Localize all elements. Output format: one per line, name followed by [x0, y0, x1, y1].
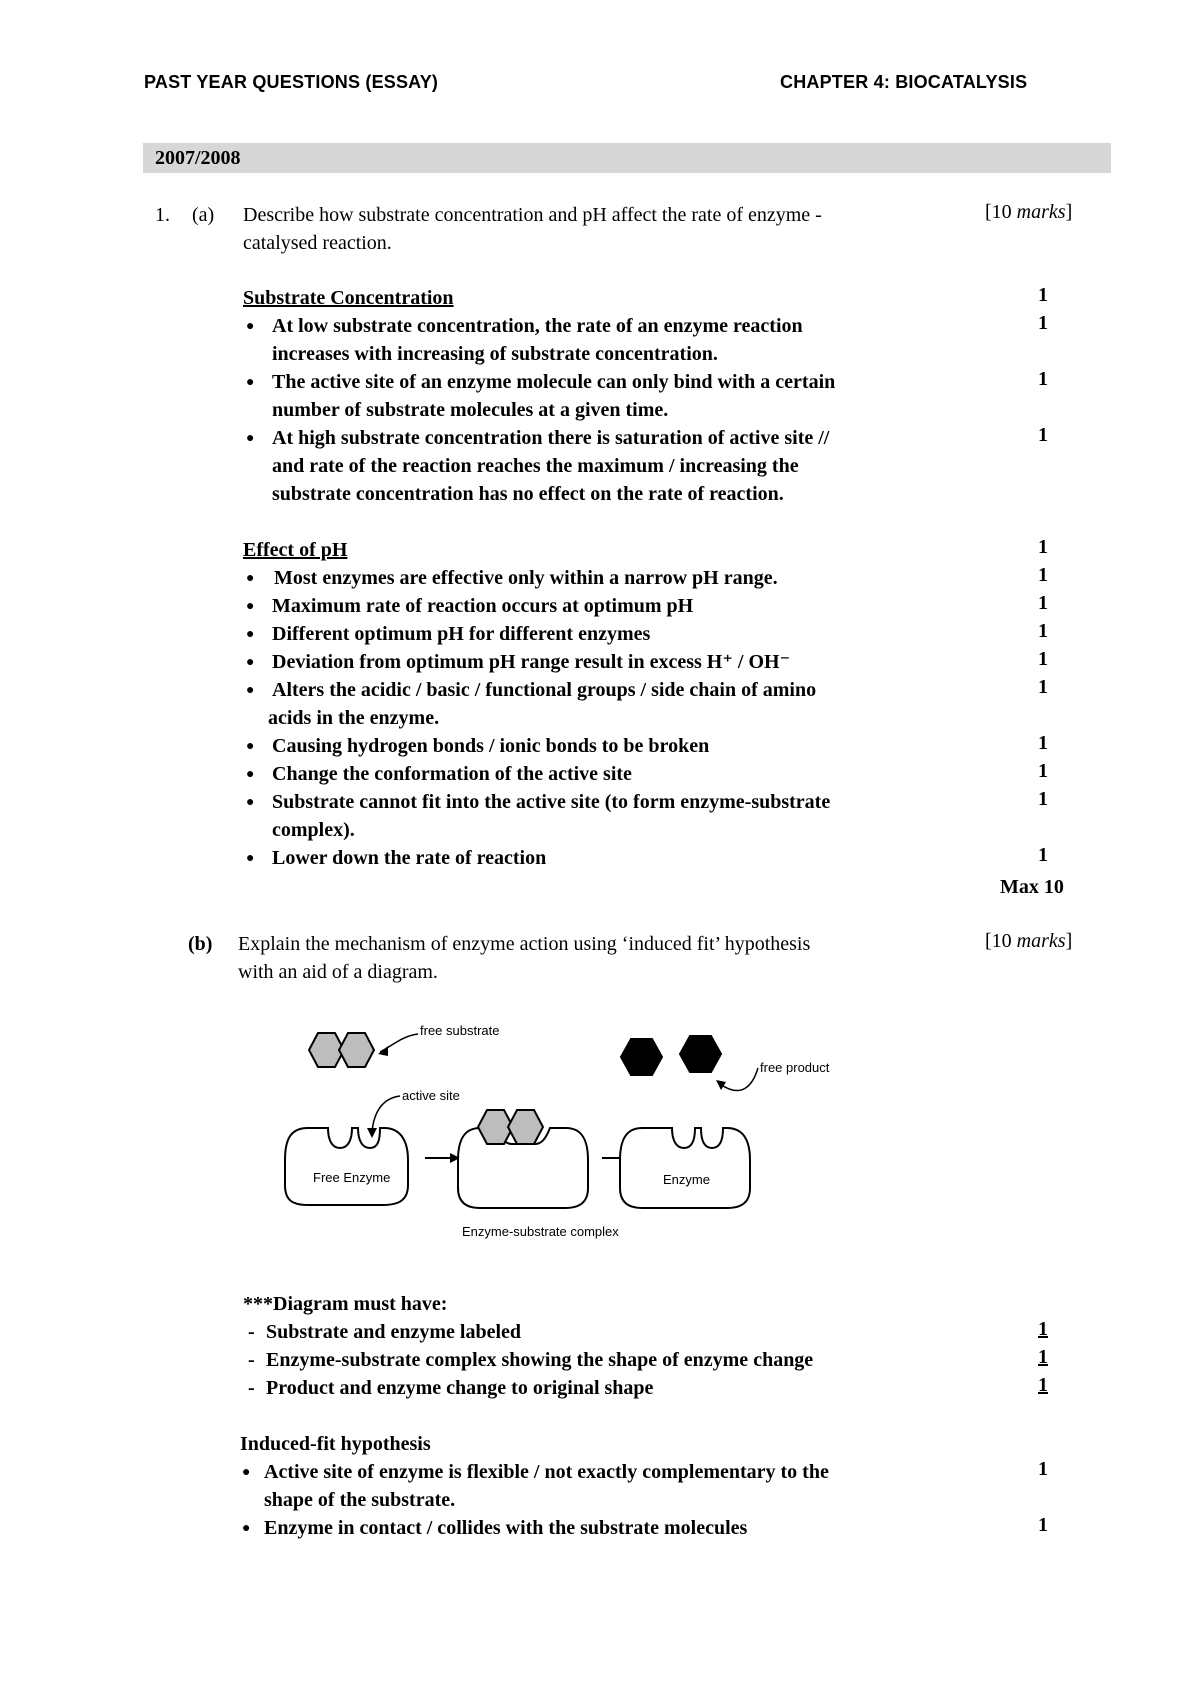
ph-point-1: Most enzymes are effective only within a narrow pH range.	[274, 567, 778, 589]
substrate-point-2-line1: The active site of an enzyme molecule can only bind with a certain	[272, 371, 836, 393]
question-number: 1.	[155, 204, 170, 226]
induced-fit-point-2: Enzyme in contact / collides with the substrate molecules	[264, 1517, 748, 1539]
diagram-req-item-2: Enzyme-substrate complex showing the shape of enzyme change	[266, 1349, 814, 1371]
bullet-icon: ●	[246, 571, 255, 586]
header-right-title: CHAPTER 4: BIOCATALYSIS	[780, 72, 1028, 92]
bullet-icon: ●	[246, 375, 255, 390]
bullet-icon: ●	[246, 627, 255, 642]
ph-heading-mark: 1	[1038, 536, 1048, 558]
arrowhead	[378, 1046, 388, 1056]
free-product-label: free product	[760, 1060, 830, 1075]
substrate-heading: Substrate Concentration	[243, 287, 454, 309]
complex-substrate-hexagon-2	[508, 1110, 543, 1144]
diagram-req-item-3-mark: 1	[1038, 1374, 1048, 1396]
substrate-point-3-line1: At high substrate concentration there is saturation of active site //	[272, 427, 830, 449]
part-a-question-line1: Describe how substrate concentration and pH affect the rate of enzyme -	[243, 204, 822, 226]
substrate-point-1-mark: 1	[1038, 312, 1048, 334]
enzyme-shape	[620, 1128, 750, 1208]
year-label: 2007/2008	[155, 147, 241, 169]
bullet-icon: ●	[246, 599, 255, 614]
induced-fit-point-2-mark: 1	[1038, 1514, 1048, 1536]
diagram-req-heading: ***Diagram must have:	[243, 1293, 448, 1315]
free-substrate-hexagon-2	[339, 1033, 374, 1067]
ph-point-5-line2: acids in the enzyme.	[268, 707, 440, 729]
arrowhead	[367, 1128, 377, 1138]
bullet-icon: ●	[246, 767, 255, 782]
bullet-icon: ●	[246, 683, 255, 698]
diagram-req-item-2-mark: 1	[1038, 1346, 1048, 1368]
part-b-question-line2: with an aid of a diagram.	[238, 961, 438, 983]
active-site-arrow	[372, 1096, 400, 1132]
part-b-question-line1: Explain the mechanism of enzyme action using ‘induced fit’ hypothesis	[238, 933, 811, 955]
bullet-icon: ●	[246, 851, 255, 866]
part-b-marks: [10 marks]	[985, 930, 1073, 952]
part-b-label: (b)	[188, 933, 213, 955]
ph-heading: Effect of pH	[243, 539, 348, 561]
substrate-heading-mark: 1	[1038, 284, 1048, 306]
ph-point-3: Different optimum pH for different enzymes	[272, 623, 651, 645]
substrate-point-2-line2: number of substrate molecules at a given time.	[272, 399, 669, 421]
induced-fit-heading: Induced-fit hypothesis	[240, 1433, 431, 1455]
arrowhead	[716, 1080, 726, 1090]
substrate-point-1-line2: increases with increasing of substrate concentration.	[272, 343, 718, 365]
ph-point-4-mark: 1	[1038, 648, 1048, 670]
ph-point-2-mark: 1	[1038, 592, 1048, 614]
bullet-icon: ●	[242, 1521, 251, 1536]
substrate-point-1-line1: At low substrate concentration, the rate of an enzyme reaction	[272, 315, 803, 337]
ph-point-1-mark: 1	[1038, 564, 1048, 586]
ph-point-8-line2: complex).	[272, 819, 355, 841]
ph-point-8-mark: 1	[1038, 788, 1048, 810]
ph-point-7-mark: 1	[1038, 760, 1048, 782]
diagram-req-item-1-mark: 1	[1038, 1318, 1048, 1340]
bullet-icon: ●	[246, 431, 255, 446]
part-a-label: (a)	[192, 204, 215, 226]
substrate-point-3-line2: and rate of the reaction reaches the maximum / increasing the	[272, 455, 799, 477]
induced-fit-diagram	[280, 1010, 900, 1240]
ph-point-5-line1: Alters the acidic / basic / functional groups / side chain of amino	[272, 679, 817, 701]
ph-point-5-mark: 1	[1038, 676, 1048, 698]
dash-icon: -	[248, 1377, 255, 1399]
induced-fit-point-1-line1: Active site of enzyme is flexible / not exactly complementary to the	[264, 1461, 829, 1483]
part-a-marks: [10 marks]	[985, 201, 1073, 223]
bullet-icon: ●	[246, 319, 255, 334]
free-enzyme-label: Free Enzyme	[313, 1170, 391, 1185]
enzyme-label: Enzyme	[663, 1172, 710, 1187]
ph-point-4: Deviation from optimum pH range result in excess H⁺ / OH⁻	[272, 651, 791, 673]
header-left-title: PAST YEAR QUESTIONS (ESSAY)	[144, 72, 439, 92]
ph-point-7: Change the conformation of the active site	[272, 763, 632, 785]
free-substrate-label: free substrate	[420, 1023, 500, 1038]
active-site-label: active site	[402, 1088, 460, 1103]
diagram-req-item-3: Product and enzyme change to original shape	[266, 1377, 654, 1399]
substrate-point-3-line3: substrate concentration has no effect on the rate of reaction.	[272, 483, 784, 505]
ph-point-9-mark: 1	[1038, 844, 1048, 866]
substrate-point-3-mark: 1	[1038, 424, 1048, 446]
free-product-arrow	[720, 1068, 758, 1091]
diagram-req-item-1: Substrate and enzyme labeled	[266, 1321, 521, 1343]
ph-point-3-mark: 1	[1038, 620, 1048, 642]
bullet-icon: ●	[246, 795, 255, 810]
ph-point-6: Causing hydrogen bonds / ionic bonds to be broken	[272, 735, 710, 757]
dash-icon: -	[248, 1349, 255, 1371]
ph-point-8-line1: Substrate cannot fit into the active site (to form enzyme-substrate	[272, 791, 831, 813]
year-banner	[143, 143, 1111, 173]
induced-fit-point-1-line2: shape of the substrate.	[264, 1489, 456, 1511]
complex-label: Enzyme-substrate complex	[462, 1224, 619, 1239]
ph-point-2: Maximum rate of reaction occurs at optimum pH	[272, 595, 694, 617]
ph-max-marks: Max 10	[1000, 876, 1064, 898]
free-enzyme-shape	[285, 1128, 408, 1205]
ph-point-9: Lower down the rate of reaction	[272, 847, 547, 869]
bullet-icon: ●	[246, 655, 255, 670]
dash-icon: -	[248, 1321, 255, 1343]
bullet-icon: ●	[242, 1465, 251, 1480]
bullet-icon: ●	[246, 739, 255, 754]
part-a-question-line2: catalysed reaction.	[243, 232, 392, 254]
substrate-point-2-mark: 1	[1038, 368, 1048, 390]
product-hexagon-1	[621, 1039, 662, 1075]
product-hexagon-2	[680, 1036, 721, 1072]
induced-fit-point-1-mark: 1	[1038, 1458, 1048, 1480]
ph-point-6-mark: 1	[1038, 732, 1048, 754]
